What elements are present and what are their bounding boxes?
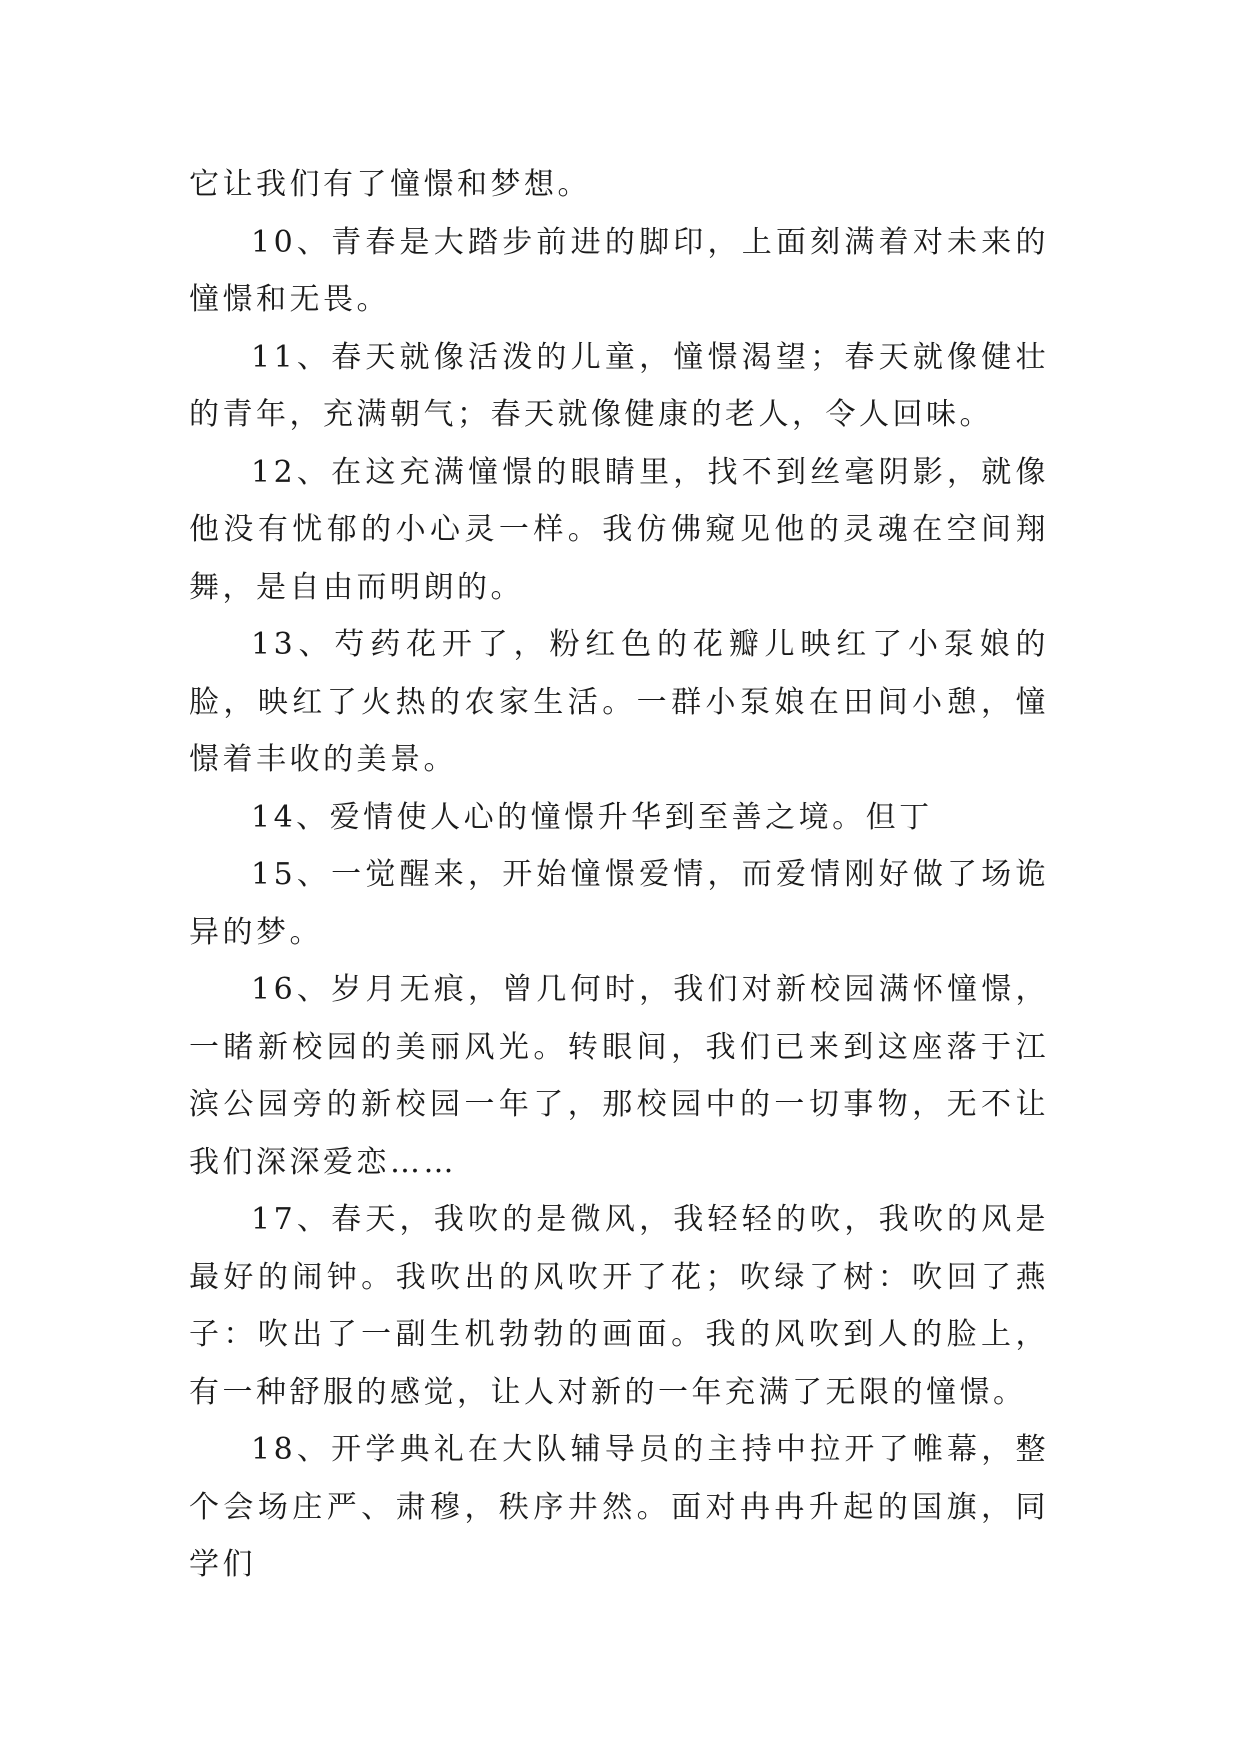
paragraph-continuation: 它让我们有了憧憬和梦想。 <box>189 167 591 202</box>
paragraph-item-15: 15、一觉醒来，开始憧憬爱情，而爱情刚好做了场诡异的梦。 <box>189 857 1049 950</box>
paragraph-item-14: 14、爱情使人心的憧憬升华到至善之境。但丁 <box>251 799 933 835</box>
paragraph-item-11: 11、春天就像活泼的儿童，憧憬渴望；春天就像健壮的青年，充满朝气；春天就像健康的老人，令人回味。 <box>189 339 1049 432</box>
paragraph-item-16: 16、岁月无痕，曾几何时，我们对新校园满怀憧憬，一睹新校园的美丽风光。转眼间，我们已来到这座落于江滨公园旁的新校园一年了，那校园中的一切事物，无不让我们深深爱恋…… <box>189 972 1049 1180</box>
paragraph-item-12: 12、在这充满憧憬的眼睛里，找不到丝毫阴影，就像他没有忧郁的小心灵一样。我仿佛窥见他的灵魂在空间翔舞，是自由而明朗的。 <box>189 454 1049 605</box>
document-body <box>189 156 1049 1594</box>
paragraph-item-13: 13、芍药花开了，粉红色的花瓣儿映红了小泵娘的脸，映红了火热的农家生活。一群小泵娘在田间小憩，憧憬着丰收的美景。 <box>189 627 1049 777</box>
paragraph-item-18: 18、开学典礼在大队辅导员的主持中拉开了帷幕，整个会场庄严、肃穆，秩序井然。面对冉冉升起的国旗，同学们 <box>189 1432 1049 1582</box>
paragraph-item-10: 10、青春是大踏步前进的脚印，上面刻满着对未来的憧憬和无畏。 <box>189 224 1049 317</box>
paragraph-item-17: 17、春天，我吹的是微风，我轻轻的吹，我吹的风是最好的闹钟。我吹出的风吹开了花；吹绿了树：吹回了燕子：吹出了一副生机勃勃的画面。我的风吹到人的脸上，有一种舒服的感觉，让人对新的一年充满了无限的憧憬。 <box>189 1202 1049 1410</box>
